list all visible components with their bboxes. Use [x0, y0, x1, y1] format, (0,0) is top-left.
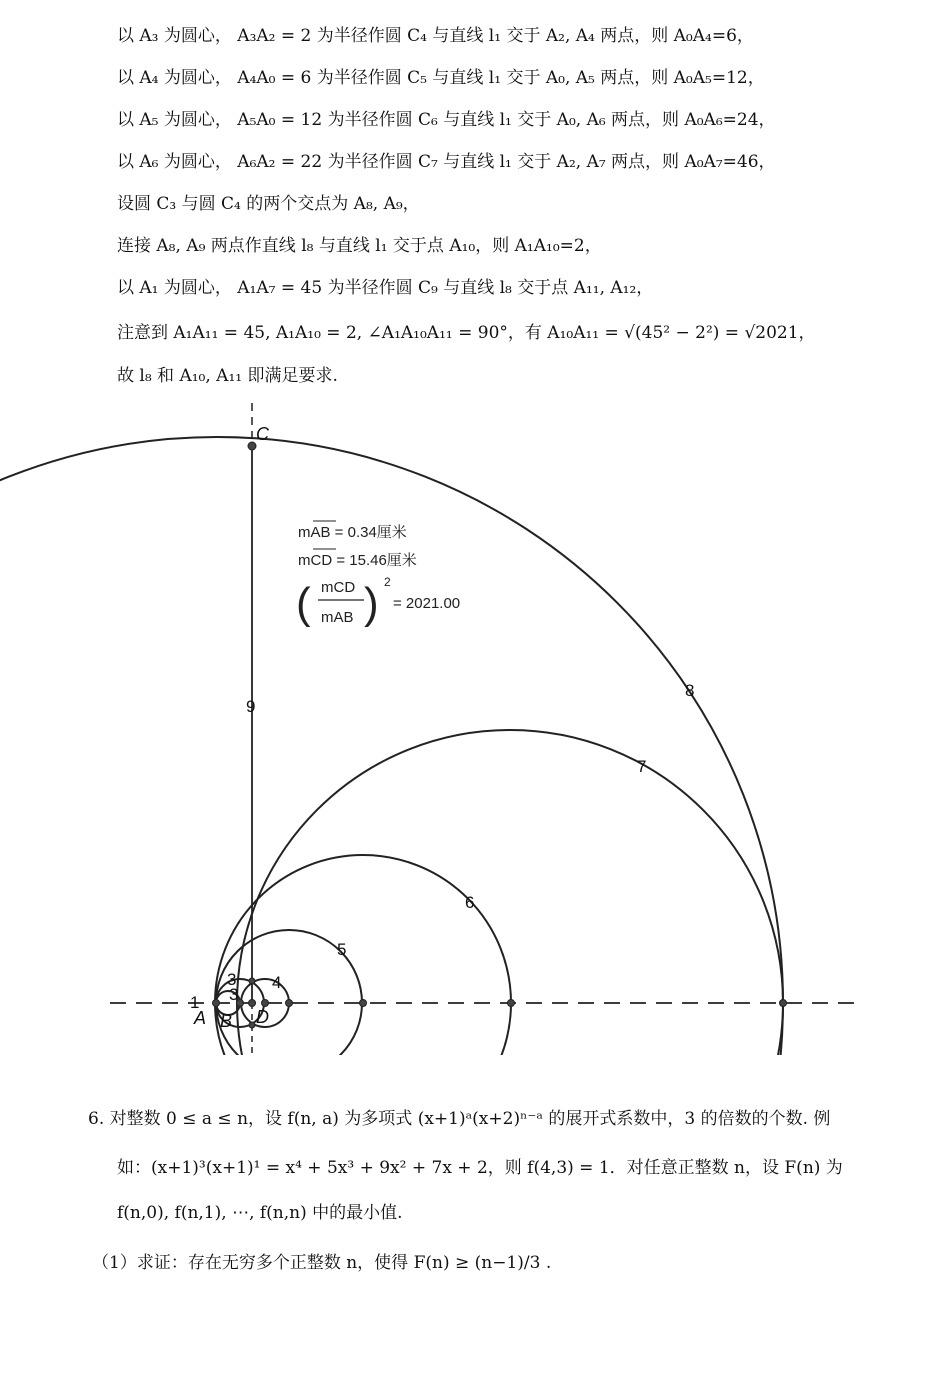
- point-a7: [508, 1000, 515, 1007]
- solution-line-3: 以 A₅ 为圆心， A₅A₀ = 12 为半径作圆 C₆ 与直线 l₁ 交于 A₀, A₆ 两点，则 A₀A₆=24，: [117, 110, 776, 130]
- point-a5: [286, 1000, 293, 1007]
- point-d: [249, 1000, 256, 1007]
- point-a6: [360, 1000, 367, 1007]
- curve-label-1: 1: [190, 993, 200, 1012]
- question6-line3: f(n,0), f(n,1), ⋯, f(n,n) 中的最小值.: [117, 1203, 403, 1223]
- question6-line2: 如：(x+1)³(x+1)¹ = x⁴ + 5x³ + 9x² + 7x + 2，则 f(4,3) = 1．对任意正整数 n，设 F(n) 为: [117, 1158, 843, 1178]
- solution-line-8: 注意到 A₁A₁₁ = 45, A₁A₁₀ = 2, ∠A₁A₁₀A₁₁ = 90°，有 A₁₀A₁₁ = √(45² − 2²) = √2021，: [117, 323, 816, 343]
- frac-exp: 2: [384, 575, 391, 589]
- point-a4: [262, 1000, 269, 1007]
- solution-line-2: 以 A₄ 为圆心， A₄A₀ = 6 为半径作圆 C₅ 与直线 l₁ 交于 A₀, A₅ 两点，则 A₀A₅=12，: [117, 68, 765, 88]
- paren-right: ): [364, 579, 379, 628]
- curve-label-7: 7: [637, 757, 647, 776]
- solution-line-5: 设圆 C₃ 与圆 C₄ 的两个交点为 A₈, A₉，: [117, 194, 420, 214]
- label-b: B: [220, 1011, 233, 1031]
- curve-label-3a: 3: [227, 970, 237, 989]
- label-c: C: [256, 424, 269, 444]
- circle-6: [215, 855, 511, 1060]
- measure-cd: mCD = 15.46厘米: [298, 552, 417, 569]
- curve-label-4: 4: [272, 973, 282, 992]
- point-a9: [249, 978, 255, 984]
- point-a8: [780, 1000, 787, 1007]
- curve-label-3b: 3: [229, 985, 239, 1004]
- solution-line-9: 故 l₈ 和 A₁₀, A₁₁ 即满足要求.: [117, 366, 338, 386]
- label-a: A: [194, 1008, 207, 1028]
- solution-line-7: 以 A₁ 为圆心， A₁A₇ = 45 为半径作圆 C₉ 与直线 l₈ 交于点 A₁₁, A₁₂，: [117, 278, 654, 298]
- question6-part1: （1）求证：存在无穷多个正整数 n，使得 F(n) ≥ (n−1)/3 .: [92, 1253, 552, 1273]
- label-d: D: [256, 1007, 269, 1027]
- curve-label-5: 5: [337, 940, 347, 959]
- frac-result: = 2021.00: [393, 595, 461, 612]
- solution-line-6: 连接 A₈, A₉ 两点作直线 l₈ 与直线 l₁ 交于点 A₁₀，则 A₁A₁₀=2，: [117, 236, 602, 256]
- point-a: [213, 1000, 220, 1007]
- curve-label-9: 9: [246, 697, 256, 716]
- curve-label-8: 8: [685, 681, 695, 700]
- point-a10: [249, 1022, 255, 1028]
- measure-ab: mAB = 0.34厘米: [298, 524, 407, 541]
- paren-left: (: [296, 579, 311, 628]
- point-c: [248, 442, 256, 450]
- geometry-figure: [0, 395, 943, 1060]
- solution-line-4: 以 A₆ 为圆心， A₆A₂ = 22 为半径作圆 C₇ 与直线 l₁ 交于 A₂, A₇ 两点，则 A₀A₇=46，: [117, 152, 776, 172]
- frac-num: mCD: [321, 579, 356, 596]
- curve-label-6: 6: [465, 893, 475, 912]
- frac-den: mAB: [321, 609, 354, 626]
- question6-line1: 6. 对整数 0 ≤ a ≤ n，设 f(n, a) 为多项式 (x+1)ᵃ(x+2)ⁿ⁻ᵃ 的展开式系数中，3 的倍数的个数. 例: [88, 1109, 831, 1129]
- solution-line-1: 以 A₃ 为圆心， A₃A₂ = 2 为半径作圆 C₄ 与直线 l₁ 交于 A₂, A₄ 两点，则 A₀A₄=6，: [117, 26, 754, 46]
